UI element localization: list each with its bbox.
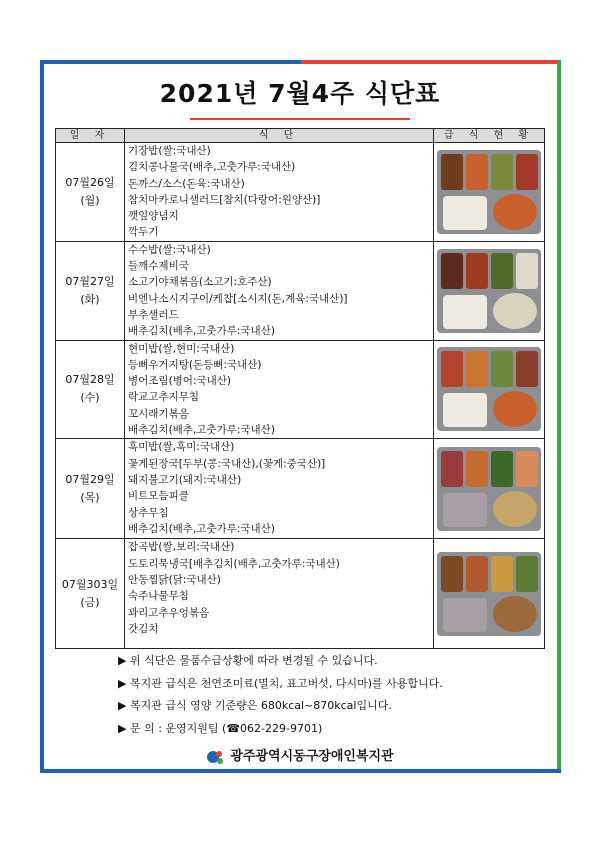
side-dish-compartment — [491, 351, 513, 387]
row-menu-cell — [125, 143, 434, 242]
menu-item: 돼지불고기(돼지:국내산) — [128, 473, 242, 486]
table-row — [56, 439, 545, 539]
row-date-cell — [56, 143, 125, 242]
table-row — [56, 539, 545, 649]
side-dish-compartment — [516, 253, 538, 289]
menu-item: 부추샐러드 — [128, 308, 179, 321]
side-dish-compartment — [466, 351, 488, 387]
menu-item: 들깨수제비국 — [128, 260, 189, 273]
meal-tray-photo — [437, 249, 541, 333]
header-photo: 급 식 현 황 — [434, 129, 545, 143]
rice-compartment — [443, 295, 487, 329]
side-dish-compartment — [441, 253, 463, 289]
menu-item: 병어조림(병어:국내산) — [128, 375, 232, 388]
menu-item: 김치콩나물국(배추,고춧가루:국내산) — [128, 161, 296, 174]
frame-border-top-blue — [40, 60, 301, 64]
menu-item: 비엔나소시지구이/케찹[소시지(돈,계육:국내산)] — [128, 292, 348, 305]
menu-item: 소고기야채볶음(소고기:호주산) — [128, 276, 272, 289]
page-title: 2021년 7월4주 식단표 — [159, 79, 441, 108]
menu-item: 돈까스/소스(돈육:국내산) — [128, 177, 245, 190]
side-dish-compartment — [491, 451, 513, 487]
meal-tray-photo — [437, 552, 541, 636]
menu-item: 안동찜닭(닭:국내산) — [128, 573, 221, 586]
menu-item: 갓김치 — [128, 622, 159, 635]
table-row — [56, 340, 545, 439]
menu-item: 흑미밥(쌀,흑미:국내산) — [128, 441, 235, 454]
menu-table — [55, 128, 545, 649]
meal-tray-photo — [437, 447, 541, 531]
row-photo-cell — [434, 143, 545, 242]
row-day: (수) — [80, 391, 100, 405]
row-date-cell — [56, 439, 125, 539]
menu-item: 배추김치(배추,고춧가루:국내산) — [128, 522, 275, 535]
menu-item: 상추무침 — [128, 506, 169, 519]
soup-bowl — [493, 491, 537, 527]
side-dish-compartment — [466, 556, 488, 592]
menu-item: 잡곡밥(쌀,보리:국내산) — [128, 541, 235, 554]
side-dish-compartment — [441, 351, 463, 387]
menu-item: 숙주나물무침 — [128, 590, 189, 603]
menu-item: 락교고추지무침 — [128, 391, 200, 404]
meal-tray-photo — [437, 347, 541, 431]
rice-compartment — [443, 598, 487, 632]
table-row — [56, 143, 545, 242]
frame-border-right — [557, 60, 561, 773]
side-dish-compartment — [491, 253, 513, 289]
menu-item: 현미밥(쌀,현미:국내산) — [128, 342, 235, 355]
row-date: 07월29일 — [65, 472, 115, 486]
title-underline — [190, 118, 410, 120]
menu-item: 꽈리고추우엉볶음 — [128, 606, 210, 619]
row-photo-cell — [434, 439, 545, 539]
frame-border-bottom — [40, 769, 561, 773]
row-day: (금) — [80, 595, 100, 609]
row-date: 07월26일 — [65, 175, 115, 189]
org-name: 광주광역시동구장애인복지관 — [230, 749, 394, 764]
side-dish-compartment — [516, 451, 538, 487]
header-menu: 식 단 — [125, 129, 434, 143]
row-menu-cell — [125, 439, 434, 539]
menu-item: 깻잎양념지 — [128, 210, 179, 223]
side-dish-compartment — [516, 154, 538, 190]
side-dish-compartment — [516, 351, 538, 387]
side-dish-compartment — [466, 253, 488, 289]
soup-bowl — [493, 194, 537, 230]
menu-item: 꼬시래기볶음 — [128, 407, 189, 420]
menu-item: 깍두기 — [128, 226, 159, 239]
menu-item: 도토리묵냉국[배추김치(배추,고춧가루:국내산) — [128, 557, 340, 570]
note-item: ▶ 문 의 : 운영지원팀 (☎062-229-9701) — [118, 721, 323, 735]
side-dish-compartment — [441, 451, 463, 487]
frame-border-top-red — [301, 60, 561, 64]
note-item: ▶ 위 식단은 물품수급상황에 따라 변경될 수 있습니다. — [118, 654, 378, 667]
footer — [0, 745, 600, 766]
rice-compartment — [443, 196, 487, 230]
soup-bowl — [493, 391, 537, 427]
row-date: 07월28일 — [65, 373, 115, 387]
menu-item: 참치마카로니샐러드[참치(다랑어:원양산)] — [128, 193, 321, 206]
row-photo-cell — [434, 539, 545, 649]
notes-list — [118, 650, 443, 740]
meal-tray-photo — [437, 150, 541, 234]
side-dish-compartment — [441, 556, 463, 592]
menu-item: 꽃게된장국[두부(콩:국내산),(꽃게:중국산)] — [128, 457, 326, 470]
row-day: (월) — [80, 193, 100, 207]
side-dish-compartment — [441, 154, 463, 190]
row-date: 07월303일 — [61, 577, 119, 591]
soup-bowl — [493, 293, 537, 329]
note-item: ▶ 복지관 급식 영양 기준량은 680kcal~870kcal입니다. — [118, 699, 392, 712]
row-menu-cell — [125, 539, 434, 649]
row-photo-cell — [434, 241, 545, 340]
side-dish-compartment — [516, 556, 538, 592]
side-dish-compartment — [466, 154, 488, 190]
rice-compartment — [443, 493, 487, 527]
soup-bowl — [493, 596, 537, 632]
menu-item: 비트모듬피클 — [128, 490, 189, 503]
row-menu-cell — [125, 241, 434, 340]
row-date: 07월27일 — [65, 274, 115, 288]
row-date-cell — [56, 340, 125, 439]
row-day: (화) — [80, 292, 100, 306]
table-header-row — [56, 129, 545, 143]
menu-item: 등뼈우거지탕(돈등뼈:국내산) — [128, 358, 262, 371]
menu-item: 배추김치(배추,고춧가루:국내산) — [128, 424, 275, 437]
menu-item: 기장밥(쌀:국내산) — [128, 145, 211, 157]
row-photo-cell — [434, 340, 545, 439]
side-dish-compartment — [466, 451, 488, 487]
table-row — [56, 241, 545, 340]
note-item: ▶ 복지관 급식은 천연조미료(멸치, 표고버섯, 다시마)를 사용합니다. — [118, 676, 443, 690]
menu-item: 수수밥(쌀:국내산) — [128, 243, 211, 256]
header-date: 일 자 — [56, 129, 125, 143]
row-day: (목) — [80, 490, 100, 504]
side-dish-compartment — [491, 556, 513, 592]
welfare-center-logo-icon — [206, 748, 226, 766]
menu-item: 배추김치(배추,고춧가루:국내산) — [128, 325, 275, 338]
row-date-cell — [56, 539, 125, 649]
side-dish-compartment — [491, 154, 513, 190]
row-date-cell — [56, 241, 125, 340]
rice-compartment — [443, 393, 487, 427]
frame-border-left — [40, 60, 44, 773]
row-menu-cell — [125, 340, 434, 439]
